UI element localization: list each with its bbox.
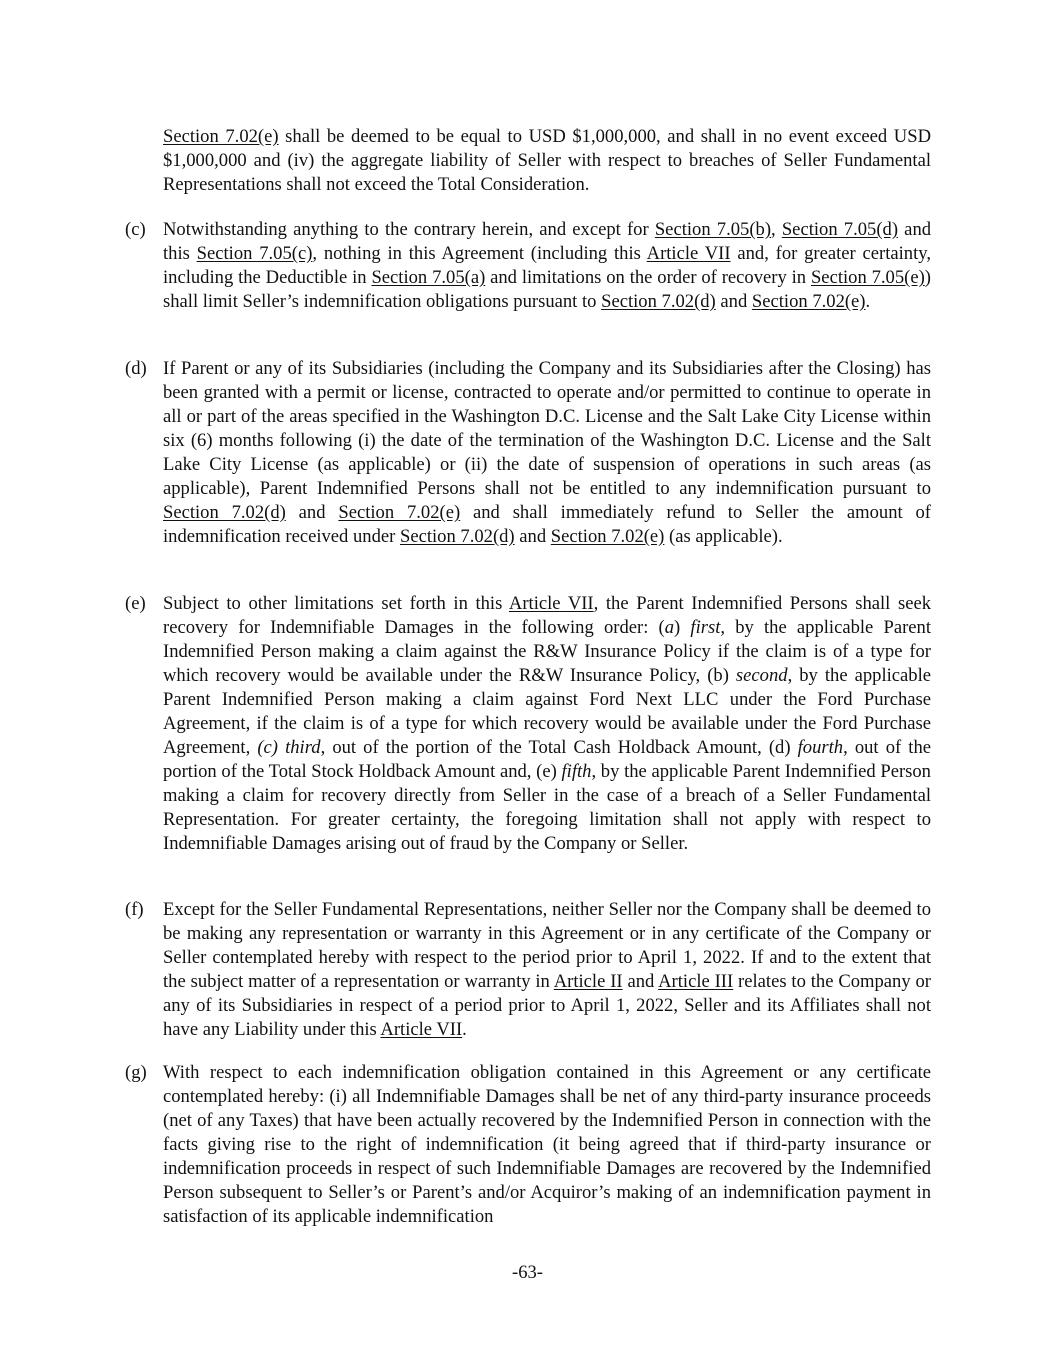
article-ref: Article VII xyxy=(508,593,594,614)
section-ref: Section 7.02(e) xyxy=(751,291,866,312)
section-ref: Section 7.02(e) xyxy=(338,502,461,523)
paragraph-g: With respect to each indemnification obligation contained in this Agreement or any certificate contemplated hereby: (i) all Indemnifiable Damages shall be net of any third-party insurance proceeds (net of any Taxes) that have been actually recovered by the Indemnified Person in connection with the facts giving rise to the right of indemnification (it being agreed that if third-party insurance or indemnification proceeds in respect of such Indemnifiable Damages are recovered by the Indemnified Person subsequent to Seller’s or Parent’s and/or Acquiror’s making of an indemnification payment in satisfaction of its applicable indemnification xyxy=(163,1062,931,1227)
paragraph-label-f: (f) xyxy=(125,899,144,920)
article-ref: Article VII xyxy=(380,1019,463,1040)
section-ref: Section 7.02(e) xyxy=(163,126,279,147)
paragraph-label-e: (e) xyxy=(125,593,146,614)
paragraph-e: Subject to other limitations set forth in this Article VII, the Parent Indemnified Persons shall seek recovery for Indemnifiable Damages in the following order: (a) first, by the applicable Parent Indemnified Person making a claim against the R&W Insurance Policy if the claim is of a type for which recovery would be available under the R&W Insurance Policy, (b) second, by the applicable Parent Indemnified Person making a claim against Ford Next LLC under the Ford Purchase Agreement, if the claim is of a type for which recovery would be available under the Ford Purchase Agreement, (c) third, out of the portion of the Total Cash Holdback Amount, (d) fourth, out of the portion of the Total Stock Holdback Amount and, (e) fifth, by the applicable Parent Indemnified Person making a claim for recovery directly from Seller in the case of a breach of a Seller Fundamental Representation. For greater certainty, the foregoing limitation shall not apply with respect to Indemnifiable Damages arising out of fraud by the Company or Seller. xyxy=(163,593,932,854)
section-ref: Section 7.05(e) xyxy=(810,267,925,288)
article-ref: Article II xyxy=(553,971,623,992)
article-ref: Article III xyxy=(658,971,734,992)
article-ref: Article VII xyxy=(646,243,731,264)
section-ref: Section 7.02(d) xyxy=(163,502,286,523)
section-ref: Section 7.02(d) xyxy=(399,526,515,547)
paragraph-label-c: (c) xyxy=(125,219,146,240)
section-ref: Section 7.05(c) xyxy=(196,243,313,264)
section-ref: Section 7.05(a) xyxy=(371,267,486,288)
section-ref: Section 7.05(d) xyxy=(781,219,899,240)
paragraph-c: Notwithstanding anything to the contrary herein, and except for Section 7.05(b), Section 7.05(d) and this Section 7.05(c), nothing in this Agreement (including this Article VII and, for greater certainty, including the Deductible in Section 7.05(a) and limitations on the order of recovery in Section 7.05(e)) shall limit Seller’s indemnification obligations pursuant to Section 7.02(d) and Section 7.02(e). xyxy=(163,219,932,312)
section-ref: Section 7.05(b) xyxy=(654,219,772,240)
section-ref: Section 7.02(d) xyxy=(601,291,716,312)
page-number: -63- xyxy=(512,1262,543,1283)
paragraph-label-g: (g) xyxy=(125,1062,147,1083)
paragraph-continuation: Section 7.02(e) shall be deemed to be equal to USD $1,000,000, and shall in no event exceed USD $1,000,000 and (iv) the aggregate liability of Seller with respect to breaches of Seller Fundamental Representations shall not exceed the Total Consideration. xyxy=(163,126,931,195)
paragraph-label-d: (d) xyxy=(125,358,147,379)
paragraph-f: Except for the Seller Fundamental Representations, neither Seller nor the Company shall be deemed to be making any representation or warranty in this Agreement or in any certificate of the Company or Seller contemplated hereby with respect to the period prior to April 1, 2022. If and to the extent that the subject matter of a representation or warranty in Article II and Article III relates to the Company or any of its Subsidiaries in respect of a period prior to April 1, 2022, Seller and its Affiliates shall not have any Liability under this Article VII. xyxy=(163,899,931,1040)
paragraph-d: If Parent or any of its Subsidiaries (including the Company and its Subsidiaries after the Closing) has been granted with a permit or license, contracted to operate and/or permitted to continue to operate in all or part of the areas specified in the Washington D.C. License and the Salt Lake City License within six (6) months following (i) the date of the termination of the Washington D.C. License and the Salt Lake City License (as applicable) or (ii) the date of suspension of operations in such areas (as applicable), Parent Indemnified Persons shall not be entitled to any indemnification pursuant to Section 7.02(d) and Section 7.02(e) and shall immediately refund to Seller the amount of indemnification received under Section 7.02(d) and Section 7.02(e) (as applicable). xyxy=(163,358,931,547)
section-ref: Section 7.02(e) xyxy=(550,526,665,547)
